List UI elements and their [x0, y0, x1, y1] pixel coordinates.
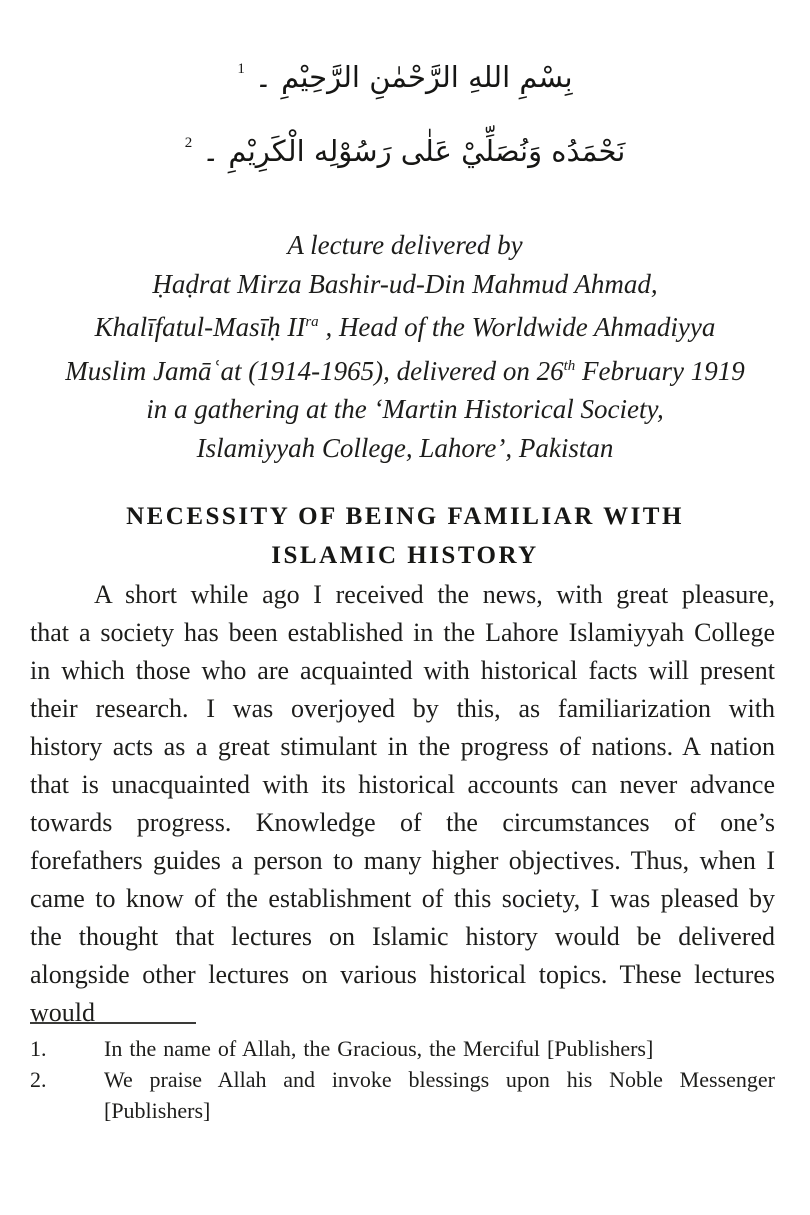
- basmala-line: [0, 36, 810, 110]
- basmala-text: بِسْمِ اللهِ الرَّحْمٰنِ الرَّحِيْمِ ۔: [254, 60, 573, 94]
- th-superscript: th: [563, 357, 576, 374]
- tahmid-text: نَحْمَدُه وَنُصَلِّيْ عَلٰى رَسُوْلِه الْكَرِيْمِ ۔: [202, 134, 626, 168]
- section-heading-line-2: ISLAMIC HISTORY: [271, 542, 539, 569]
- attribution-line-3: [0, 303, 810, 347]
- section-heading: [30, 497, 780, 575]
- attribution-line-4-cont: February 1919: [575, 355, 745, 386]
- footnote-2-text: We praise Allah and invoke blessings upon his Noble Messenger [Publishers]: [104, 1067, 775, 1123]
- footnote-1-text: In the name of Allah, the Gracious, the Merciful [Publishers]: [104, 1036, 654, 1061]
- footnote-2: [30, 1064, 775, 1126]
- footnote-1-number: 1.: [30, 1036, 47, 1061]
- ra-superscript: ra: [305, 314, 319, 330]
- attribution-line-3-text: Khalīfatul-Masīḥ II: [94, 312, 306, 342]
- attribution-line-4-text: Muslim Jamāʿat (1914-1965), delivered on 26: [65, 355, 564, 386]
- attribution-line-5: in a gathering at the ‘Martin Historical Society,: [146, 394, 664, 424]
- footnote-divider: [30, 1022, 196, 1024]
- footnote-ref-1: 1: [237, 61, 245, 77]
- section-heading-line-1: NECESSITY OF BEING FAMILIAR WITH: [126, 503, 684, 530]
- footnote-1: [30, 1033, 775, 1064]
- footnote-ref-2: 2: [184, 135, 193, 151]
- tahmid-line: [0, 110, 810, 184]
- attribution-line-6: Islamiyyah College, Lahore’, Pakistan: [196, 432, 614, 463]
- footnote-2-number: 2.: [30, 1067, 47, 1092]
- attribution-line-2: Ḥaḍrat Mirza Bashir-ud-Din Mahmud Ahmad,: [152, 268, 658, 299]
- attribution-line-1: A lecture delivered by: [287, 230, 523, 260]
- attribution-line-3-cont: , Head of the Worldwide Ahmadiyya: [318, 312, 716, 342]
- arabic-header: [0, 0, 810, 184]
- lecture-attribution: [0, 226, 810, 467]
- body-paragraph: A short while ago I received the news, with great pleasure, that a society has been established in the Lahore Islamiyyah College in which those who are acquainted with historical facts will present their research. I was overjoyed by this, as familiarization with history acts as a great stimulant in the progress of nations. A nation that is unacquainted with its historical accounts can never advance towards progress. Knowledge of the circumstances of one’s forefathers guides a person to many higher objectives. Thus, when I came to know of the establishment of this society, I was pleased by the thought that lectures on Islamic history would be delivered alongside other lectures on various historical topics. These lectures would: [30, 580, 775, 1027]
- attribution-line-4: [0, 347, 810, 391]
- footnotes-section: [30, 1022, 775, 1126]
